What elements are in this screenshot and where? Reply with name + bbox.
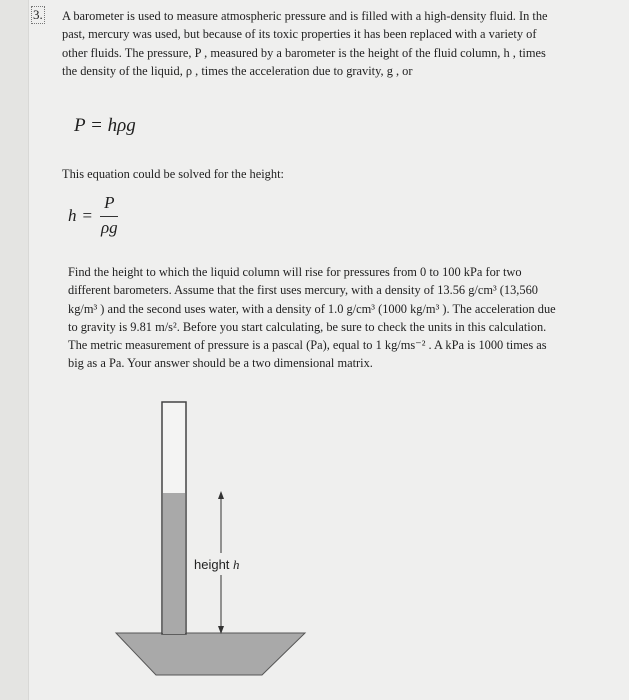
barometer-reservoir [116,633,305,675]
height-label [194,557,240,573]
question-number: 3. [33,7,43,22]
solve-text: This equation could be solved for the height: [62,167,284,181]
height-equation-equals: = [82,205,93,225]
pressure-equation: P = hρg [74,115,136,136]
fluid-column [163,493,185,634]
intro-paragraph: A barometer is used to measure atmospheric pressure and is filled with a high-density fluid. In the past, mercury was used, but because of its toxic properties it has been replaced with a variety of other fluids. The pressure, P , measured by a barometer is the height of the fluid column, h , times the density of the liquid, ρ , times the acceleration due to gravity, g , or [62,9,548,78]
task-paragraph: Find the height to which the liquid column will rise for pressures from 0 to 100 kPa for two different barometers. Assume that the first uses mercury, with a density of 13.56 g/cm³ (13,560 kg/m³ ) and the second uses water, with a density of 1.0 g/cm³ (1000 kg/m³ ). The acceleration due to gravity is 9.81 m/s². Before you start calculating, be sure to check the units in this calculation. The metric measurement of pressure is a pascal (Pa), equal to 1 kg/ms⁻² . A kPa is 1000 times as big as a Pa. Your answer should be a two dimensional matrix. [68,265,556,371]
fraction-numerator: P [100,193,118,217]
height-equation-lhs: h [68,205,77,225]
fraction-denominator: ρg [100,218,118,237]
arrow-head-top [218,491,224,499]
height-label-text: height [194,557,230,572]
height-label-var: h [233,557,240,572]
